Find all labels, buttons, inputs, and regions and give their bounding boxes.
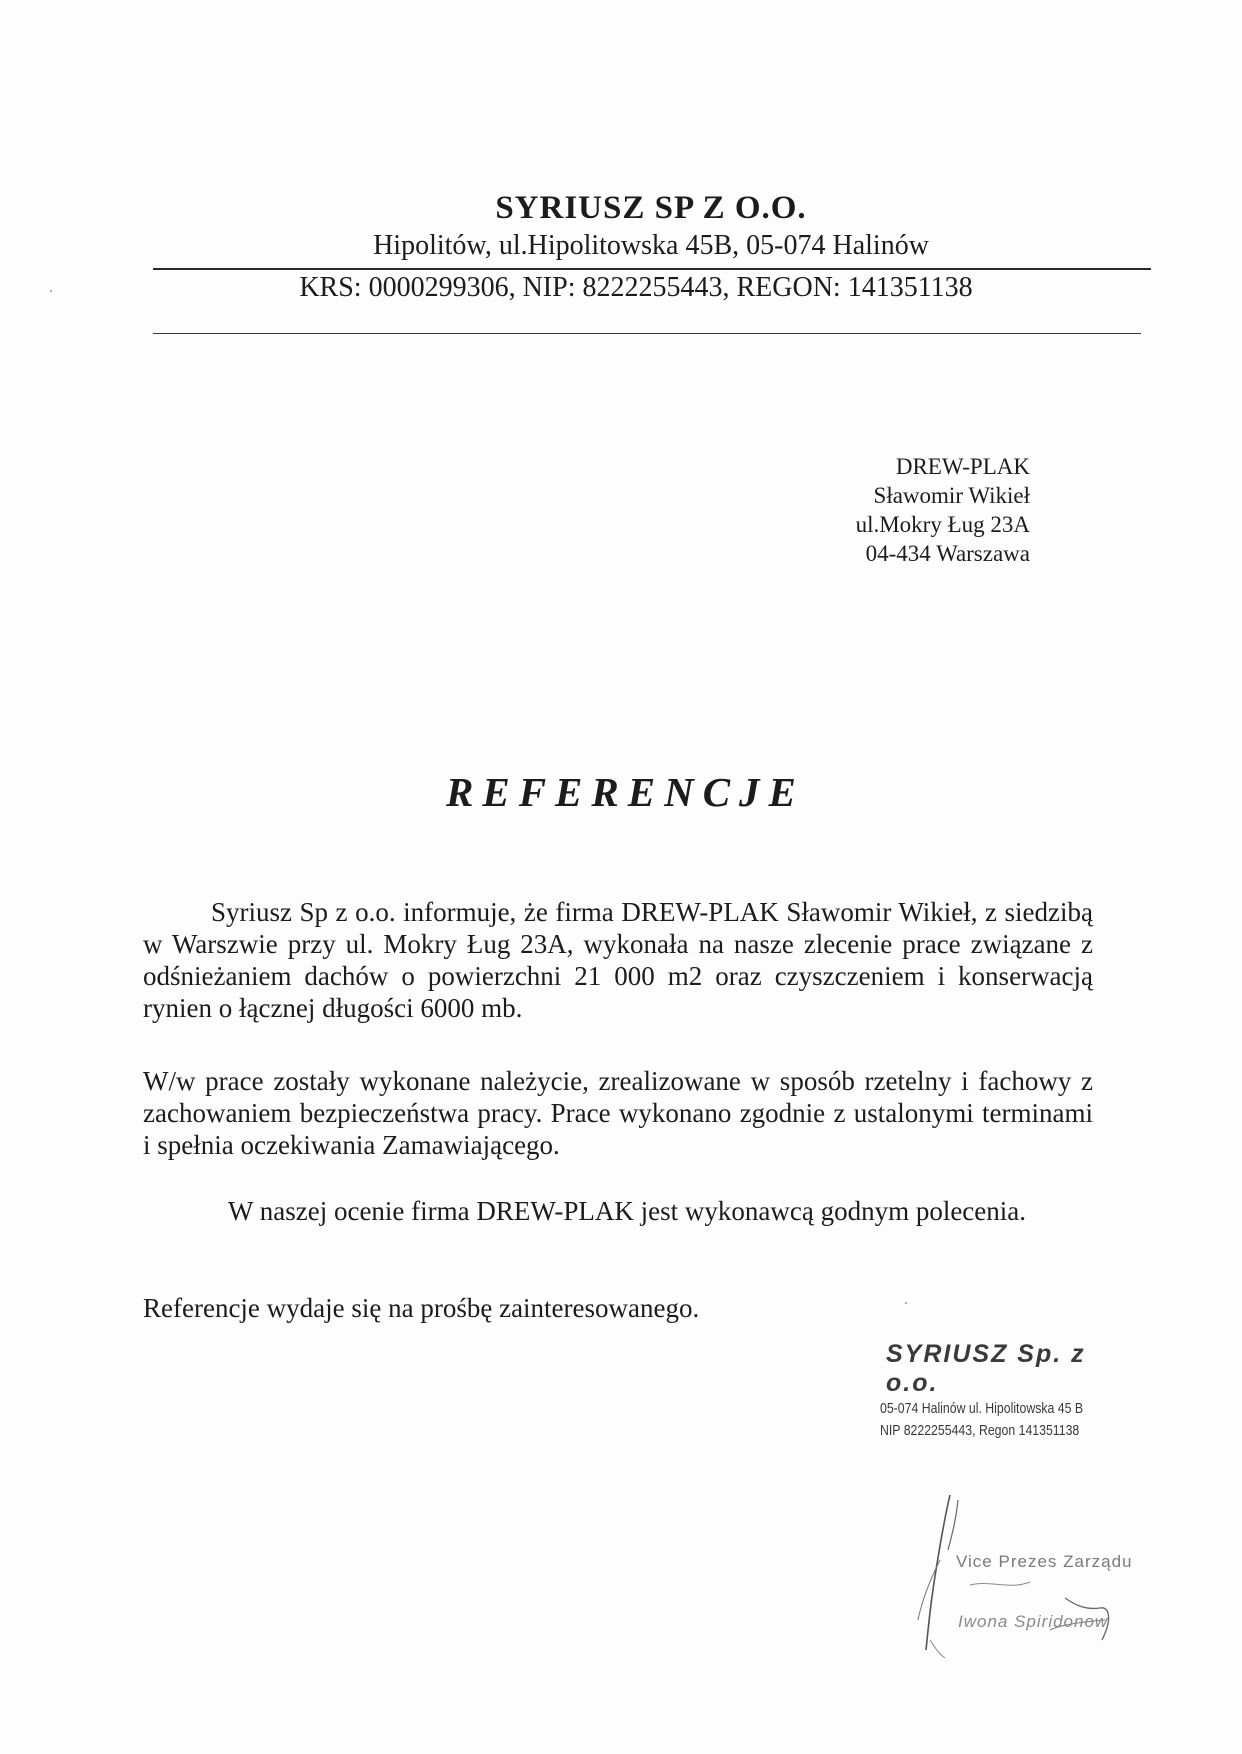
letterhead-divider-bottom — [153, 333, 1141, 334]
company-stamp — [880, 1340, 1140, 1442]
recipient-line: DREW-PLAK — [895, 454, 1030, 479]
body-paragraph: W/w prace zostały wykonane należycie, zrealizowane w sposób rzetelny i fachowy z zachowaniem bezpieczeństwa pracy. Prace wykonano zgodnie z ustalonymi terminami i spełnia oczekiwania Zamawiającego. — [143, 1066, 1093, 1160]
document-title: REFERENCJE — [446, 769, 805, 815]
stamp-company-name: SYRIUSZ Sp. z o.o. — [886, 1340, 1086, 1397]
recipient-line: Sławomir Wikieł — [873, 483, 1030, 508]
recipient-address-block — [760, 452, 1030, 568]
company-name: SYRIUSZ SP Z O.O. — [495, 190, 807, 226]
stamp-address: 05-074 Halinów ul. Hipolitowska 45 B — [880, 1400, 1084, 1417]
signature-block — [900, 1490, 1160, 1660]
stamp-tax-ids: NIP 8222255443, Regon 141351138 — [880, 1422, 1080, 1439]
handwritten-signature — [900, 1490, 1140, 1660]
company-address: Hipolitów, ul.Hipolitowska 45B, 05-074 Halinów — [373, 230, 929, 261]
closing-line: Referencje wydaje się na prośbę zainteresowanego. — [143, 1293, 700, 1323]
body-paragraph: W naszej ocenie firma DREW-PLAK jest wykonawcą godnym polecenia. — [228, 1196, 1027, 1226]
recipient-line: ul.Mokry Ług 23A — [855, 512, 1030, 537]
letterhead-divider-top — [153, 268, 1151, 270]
scan-speck — [905, 1302, 907, 1304]
scan-speck — [50, 290, 52, 292]
company-registry-numbers: KRS: 0000299306, NIP: 8222255443, REGON: 141351138 — [299, 272, 973, 303]
recipient-line: 04-434 Warszawa — [865, 541, 1030, 566]
signatory-name: Iwona Spiridonow — [958, 1612, 1109, 1631]
body-paragraph: Syriusz Sp z o.o. informuje, że firma DREW-PLAK Sławomir Wikieł, z siedzibą w Warszwie przy ul. Mokry Ług 23A, wykonała na nasze zlecenie prace związane z odśnieżaniem dachów o powierzchni 21 000 m2 oraz czyszczeniem i konserwacją rynien o łącznej długości 6000 mb. — [143, 897, 1093, 1023]
signatory-title: Vice Prezes Zarządu — [956, 1552, 1133, 1571]
